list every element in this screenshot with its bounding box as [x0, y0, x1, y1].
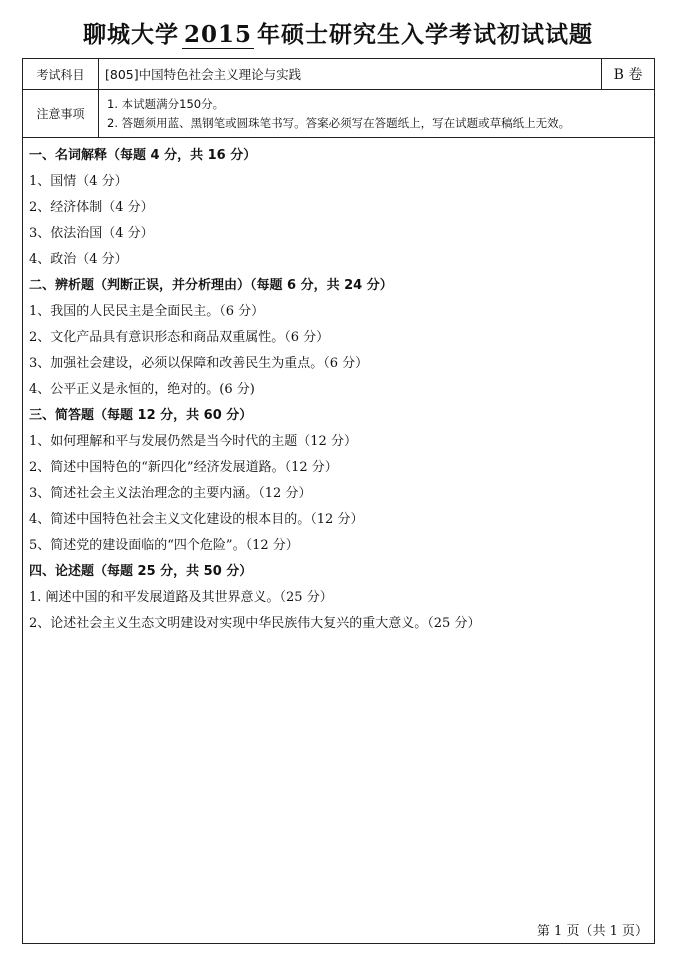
question-item: 3、简述社会主义法治理念的主要内涵。（12 分） [29, 486, 312, 501]
note-item: 1. 本试题满分150分。 [107, 97, 225, 111]
question-item: 4、简述中国特色社会主义文化建设的根本目的。（12 分） [29, 512, 364, 527]
question-item: 4、公平正义是永恒的，绝对的。(6 分) [29, 382, 255, 397]
subject-label: 考试科目 [23, 59, 99, 89]
exam-paper-frame [22, 58, 655, 944]
section-heading-short-answer: 三、简答题（每题 12 分，共 60 分） [29, 408, 253, 423]
exam-title [0, 16, 676, 49]
question-item: 3、加强社会建设，必须以保障和改善民生为重点。（6 分） [29, 356, 369, 371]
paper-version: B 卷 [601, 59, 654, 89]
exam-year: 2015 [183, 21, 252, 48]
notes-list [107, 95, 570, 133]
notes-row [23, 90, 654, 138]
section-heading-definitions: 一、名词解释（每题 4 分，共 16 分） [29, 148, 257, 163]
question-item: 1、我国的人民民主是全面民主。（6 分） [29, 304, 265, 319]
question-item: 5、简述党的建设面临的“四个危险”。（12 分） [29, 538, 299, 553]
question-item: 2、简述中国特色的“新四化”经济发展道路。（12 分） [29, 460, 338, 475]
school-name: 聊城大学 [82, 21, 179, 48]
question-body [29, 143, 649, 637]
notes-label: 注意事项 [23, 90, 99, 137]
question-item: 1、如何理解和平与发展仍然是当今时代的主题（12 分） [29, 434, 357, 449]
question-item: 1、国情（4 分） [29, 174, 128, 189]
section-heading-essay: 四、论述题（每题 25 分，共 50 分） [29, 564, 253, 579]
question-item: 1. 阐述中国的和平发展道路及其世界意义。（25 分） [29, 590, 333, 605]
page-number: 第 1 页（共 1 页） [536, 924, 648, 939]
note-item: 2. 答题须用蓝、黑钢笔或圆珠笔书写。答案必须写在答题纸上，写在试题或草稿纸上无效。 [107, 116, 571, 130]
subject-value: [805]中国特色社会主义理论与实践 [105, 67, 302, 82]
section-heading-analysis: 二、辨析题（判断正误，并分析理由）（每题 6 分，共 24 分） [29, 278, 393, 293]
question-item: 2、论述社会主义生态文明建设对实现中华民族伟大复兴的重大意义。（25 分） [29, 616, 481, 631]
exam-title-text: 年硕士研究生入学考试初试试题 [257, 21, 593, 48]
question-item: 4、政治（4 分） [29, 252, 128, 267]
question-item: 2、文化产品具有意识形态和商品双重属性。（6 分） [29, 330, 330, 345]
question-item: 3、依法治国（4 分） [29, 226, 154, 241]
question-item: 2、经济体制（4 分） [29, 200, 154, 215]
subject-row [23, 59, 654, 90]
